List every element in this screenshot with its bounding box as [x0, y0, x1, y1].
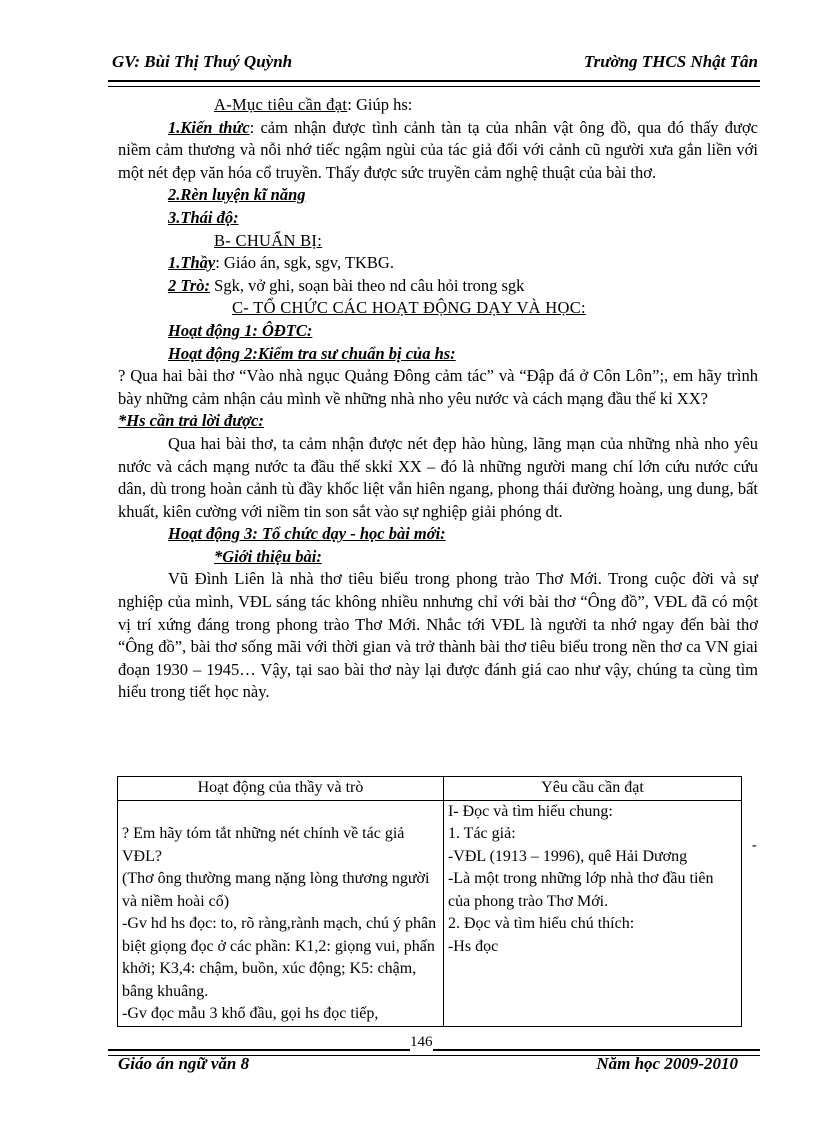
activity-3-heading: Hoạt động 3: Tổ chức dạy - học bài mới: [168, 524, 446, 544]
activity-2-heading: Hoạt động 2:Kiểm tra sư chuẩn bị của hs: [168, 343, 456, 363]
table-header-row [118, 777, 742, 801]
col1-header: Hoạt động của thầy và trò [118, 777, 444, 801]
intro-paragraph: Vũ Đình Liên là nhà thơ tiêu biểu trong phong trào Thơ Mới. Trong cuộc đời và sự nghiệp của mình, VĐL sáng tác không nhiều nnhưng chỉ với bài thơ “Ông đồ”, VĐL đã có một vị trí xứng đáng trong phong trào Thơ Mới. Nhắc tới VĐL là người ta nhớ ngay đến bài thơ “Ông đồ”, bài thơ sống mãi với thời gian và trở thành bài thơ tiêu biểu trong nền thơ ca VN giai đoạn 1930 – 1945… Vậy, tại sao bài thơ này lại được đánh giá cao như vậy, chúng ta cùng tìm hiểu trong tiết học này. [118, 569, 758, 702]
answer-paragraph: Qua hai bài thơ, ta cảm nhận được nét đẹp hào hùng, lãng mạn của những nhà nho yêu nước và cách mạng nước ta đầu thế skkỉ XX – đó là những người mang chí lớn cứu nước cứu dân, dù trong hoàn cảnh tù đầy khốc liệt vẫn hiên ngang, phong thái đường hoàng, ung dung, bất khuất, kiên cường với niềm tin son sắt vào sự nghiệp giải phóng dt. [118, 433, 758, 521]
student-prep: 2 Trò: Sgk, vở ghi, soạn bài theo nd câu hỏi trong sgk [168, 275, 525, 295]
teacher-name: GV: Bùi Thị Thuý Quỳnh [112, 52, 293, 71]
school-name: Trường THCS Nhật Tân [583, 52, 758, 71]
page-number: 146 [410, 1034, 433, 1050]
requirements [443, 800, 741, 1026]
knowledge-text: : cảm nhận được tình cảnh tàn tạ của nhân vật ông đồ, qua đó thấy được niềm cảm thương và nỗi nhớ tiếc ngậm ngùi của tác giả đối với cảnh cũ người xưa gắn liền với một nét đẹp văn hóa cổ truyền. Thấy được sức truyền cảm nghệ thuật của bài thơ. [118, 117, 758, 182]
col2-header: Yêu cầu cần đạt [443, 777, 741, 801]
section-a [118, 94, 758, 117]
activity-table [117, 776, 742, 1027]
col1-line-3: -Gv hd hs đọc: to, rõ ràng,rành mạch, chú ý phân biệt giọng đọc ở các phần: K1,2: giọng vui, phấn khởi; K3,4: chậm, buồn, xúc động; K5: chậm, bâng khuâng. [122, 915, 437, 1000]
section-a-suffix: : Giúp hs: [347, 95, 413, 114]
teacher-prep: 1.Thầy: Giáo án, sgk, sgv, TKBG. [168, 253, 394, 273]
col2-line-0: I- Đọc và tìm hiểu chung: [447, 802, 613, 820]
teacher-student-activities [118, 800, 444, 1026]
col1-line-4: -Gv đọc mẫu 3 khổ đầu, gọi hs đọc tiếp, [122, 1005, 379, 1022]
col2-line-1: 1. Tác giả: [447, 825, 516, 842]
col2-line-5: -Hs đọc [447, 937, 499, 955]
attitude-heading: 3.Thái độ: [168, 207, 239, 227]
footer-school-year: Năm học 2009-2010 [596, 1054, 738, 1073]
col2-line-4: 2. Đọc và tìm hiểu chú thích: [447, 915, 635, 932]
intro-heading: *Giới thiệu bài: [214, 546, 322, 566]
header-rule [108, 80, 760, 87]
activity-1-heading: Hoạt động 1: ÔĐTC: [168, 320, 313, 340]
answer-heading: *Hs cần trả lời được: [118, 411, 264, 431]
table-row [118, 800, 742, 1026]
page-footer [118, 1054, 738, 1074]
col2-line-2: -VĐL (1913 – 1996), quê Hải Dương [447, 847, 688, 865]
footer-subject: Giáo án ngữ văn 8 [118, 1054, 250, 1073]
lesson-body [118, 94, 758, 704]
section-c-heading: C- TỔ CHỨC CÁC HOẠT ĐỘNG DẠY VÀ HỌC: [232, 298, 586, 318]
section-b-heading: B- CHUẨN BỊ: [214, 230, 323, 250]
col1-line-2: (Thơ ông thường mang nặng lòng thương người và niềm hoài cổ) [122, 870, 430, 910]
review-question: ? Qua hai bài thơ “Vào nhà ngục Quảng Đông cảm tác” và “Đập đá ở Côn Lôn”;, em hãy trình bày những cảm nhận cảu mình về những nhà nho yêu nước và cách mạng đầu thế kỉ XX? [118, 366, 758, 408]
section-a-heading: A-Mục tiêu cần đạt [214, 95, 348, 114]
col1-line-0 [122, 801, 439, 824]
skills-heading: 2.Rèn luyện kĩ năng [168, 185, 306, 205]
col2-line-3: -Là một trong những lớp nhà thơ đầu tiên của phong trào Thơ Mới. [447, 870, 714, 910]
margin-mark: - [752, 838, 757, 853]
col1-line-1: ? Em hãy tóm tắt những nét chính về tác giả VĐL? [122, 825, 405, 865]
knowledge-label: 1.Kiến thức [168, 117, 250, 137]
knowledge-paragraph [118, 117, 758, 185]
page-header [112, 52, 758, 72]
